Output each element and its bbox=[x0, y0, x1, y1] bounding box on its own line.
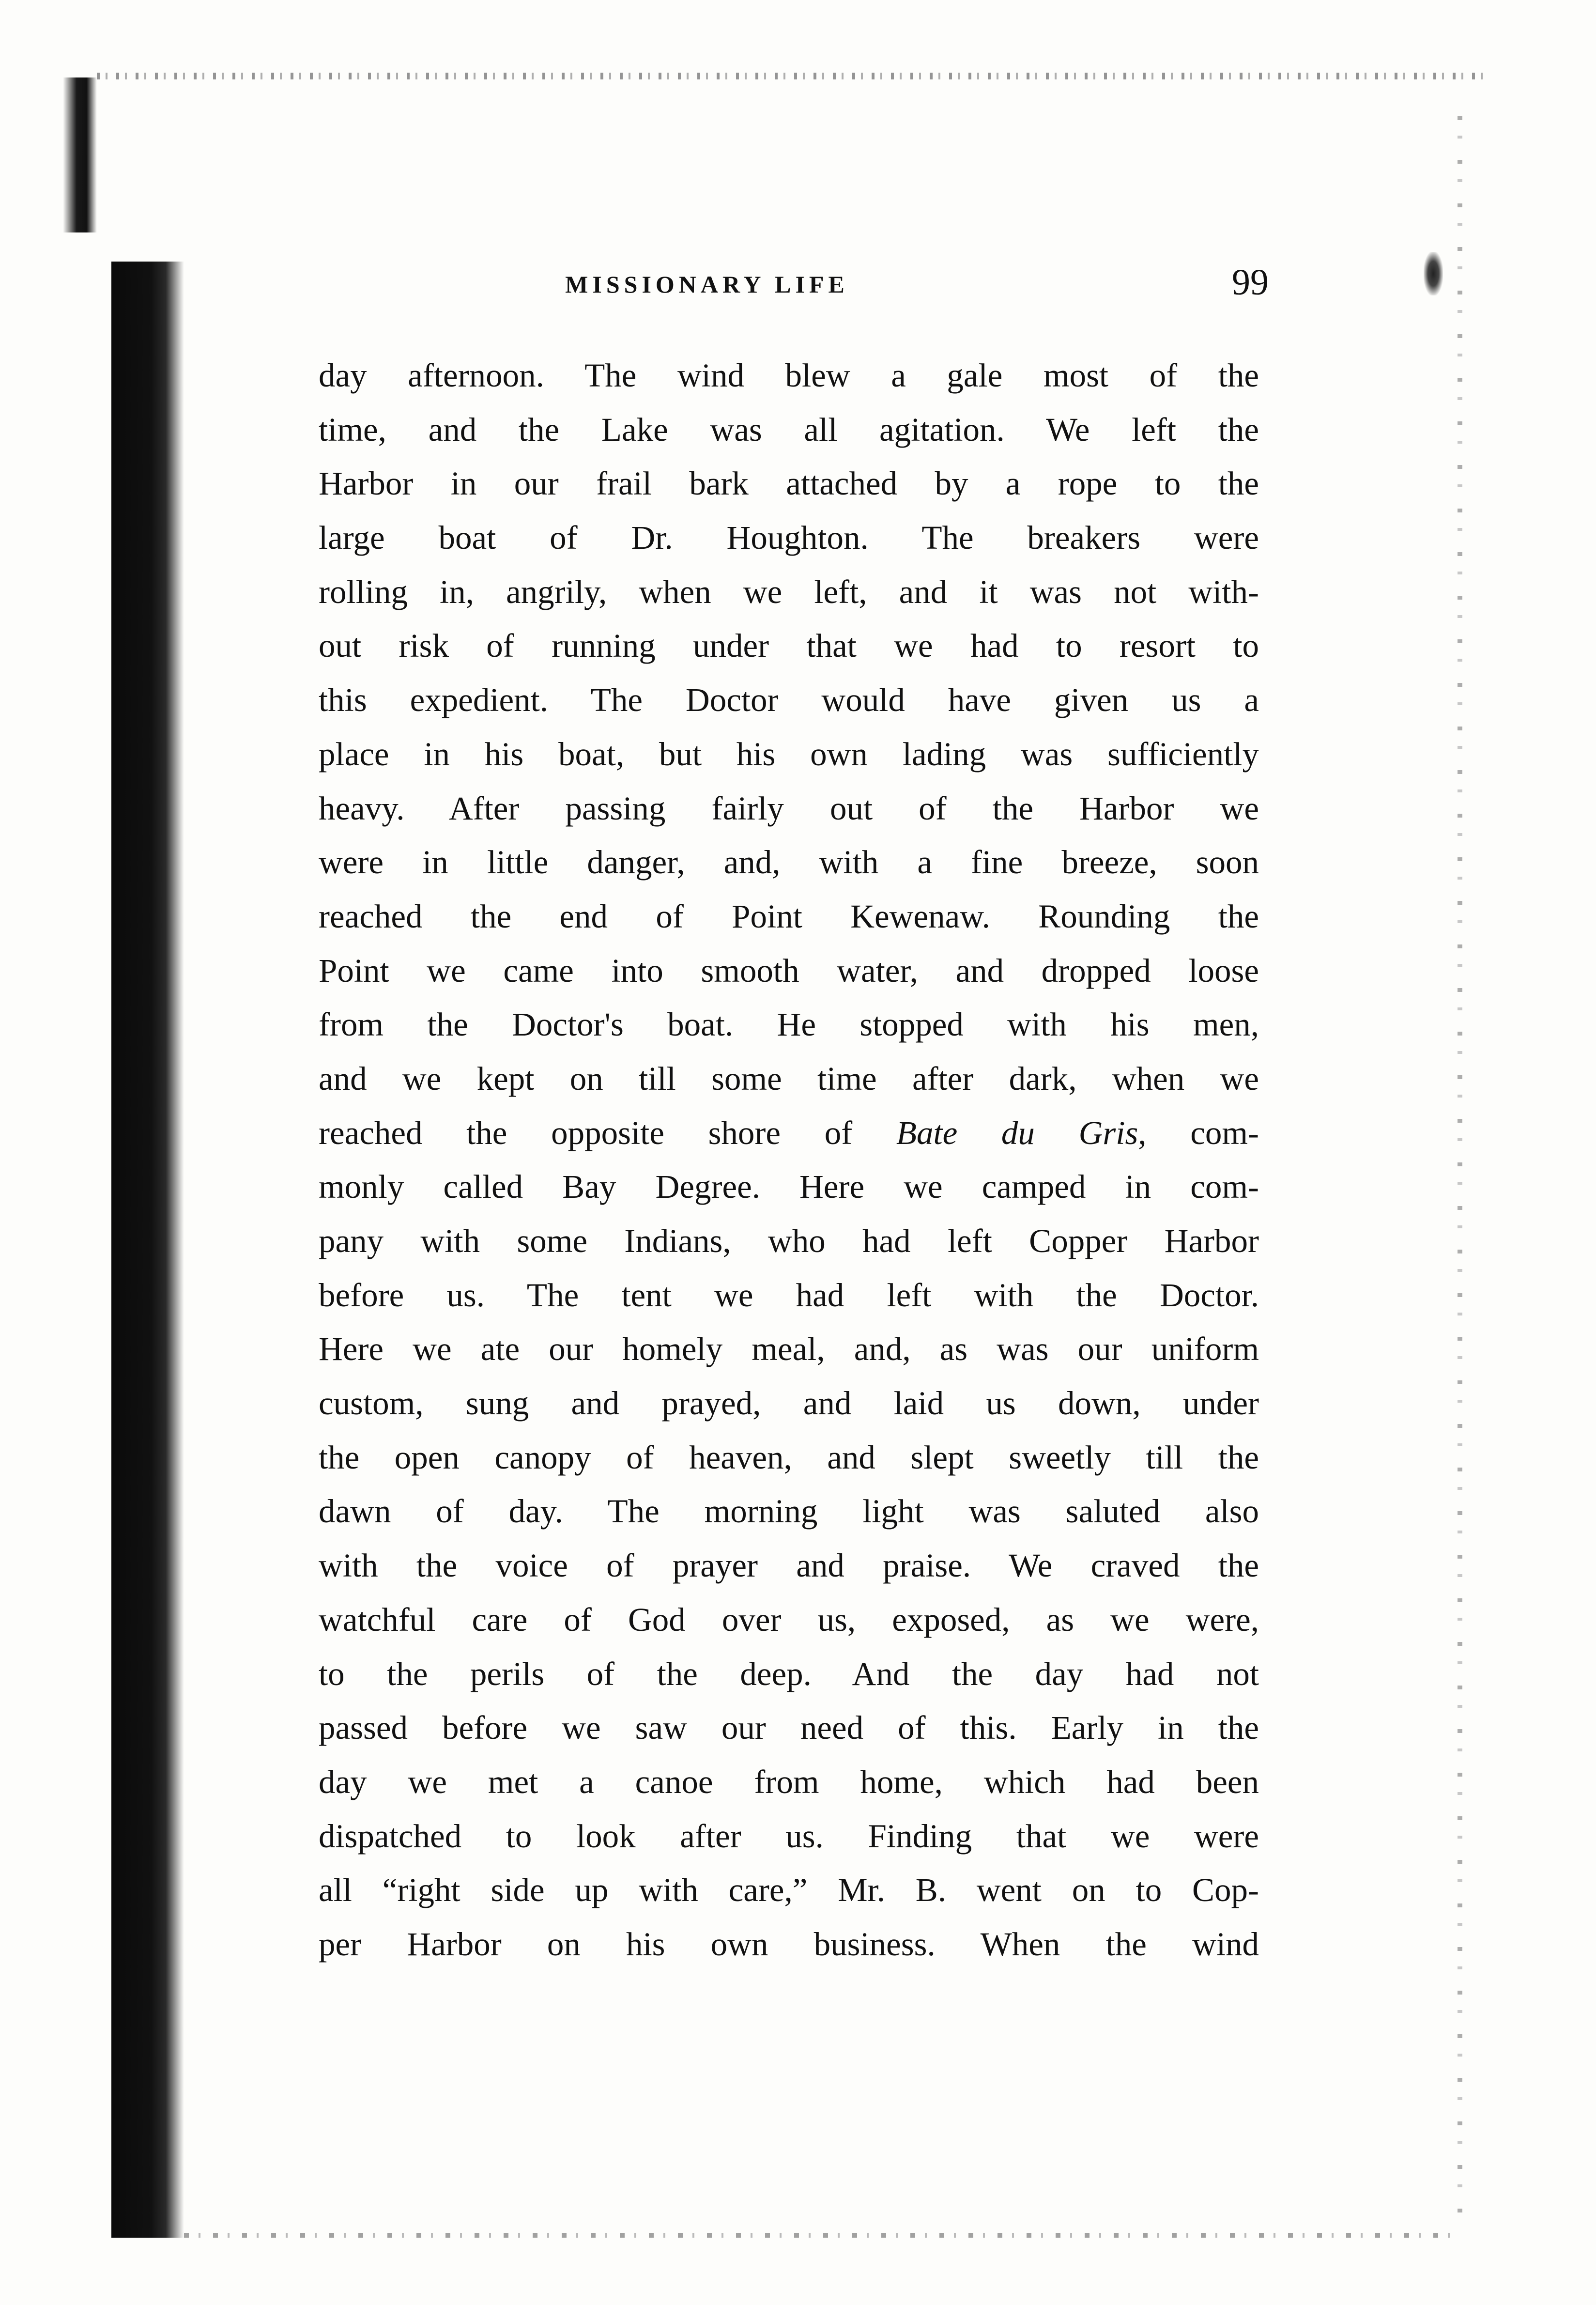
text-line: all “right side up with care,” Mr. B. went on to Cop- bbox=[319, 1872, 1259, 1909]
running-head bbox=[271, 262, 1269, 305]
text-line: dispatched to look after us. Finding that we were bbox=[319, 1817, 1259, 1855]
body-text bbox=[319, 349, 1259, 1972]
text-line: Point we came into smooth water, and dropped loose bbox=[319, 952, 1259, 989]
text-line: monly called Bay Degree. Here we camped in com- bbox=[319, 1168, 1259, 1206]
text-line: time, and the Lake was all agitation. We left the bbox=[319, 411, 1259, 448]
page-bottom-edge bbox=[184, 2233, 1453, 2238]
text-line: heavy. After passing fairly out of the Harbor we bbox=[319, 789, 1259, 827]
text-line: pany with some Indians, who had left Copper Harbor bbox=[319, 1222, 1259, 1259]
text-line: this expedient. The Doctor would have given us a bbox=[319, 681, 1259, 719]
text-line: reached the end of Point Kewenaw. Rounding the bbox=[319, 897, 1259, 935]
place-name-italic: Bate du Gris bbox=[896, 1114, 1138, 1151]
text-line: watchful care of God over us, exposed, as we were, bbox=[319, 1601, 1259, 1638]
text-line: the open canopy of heaven, and slept sweetly till the bbox=[319, 1439, 1259, 1476]
text-line: Here we ate our homely meal, and, as was our uniform bbox=[319, 1330, 1259, 1368]
page-number: 99 bbox=[1232, 262, 1269, 303]
binding-shadow-top bbox=[63, 77, 97, 232]
text-line: from the Doctor's boat. He stopped with his men, bbox=[319, 1006, 1259, 1043]
text-line: and we kept on till some time after dark, when we bbox=[319, 1060, 1259, 1097]
text-line: Harbor in our frail bark attached by a rope to the bbox=[319, 465, 1259, 502]
running-title: MISSIONARY LIFE bbox=[565, 271, 849, 298]
page-right-edge bbox=[1458, 116, 1462, 2228]
text-line: were in little danger, and, with a fine breeze, soon bbox=[319, 844, 1259, 881]
text-line: with the voice of prayer and praise. We craved the bbox=[319, 1547, 1259, 1584]
text-line: place in his boat, but his own lading was sufficiently bbox=[319, 735, 1259, 773]
page-top-edge bbox=[97, 73, 1491, 79]
text-line: day afternoon. The wind blew a gale most of the bbox=[319, 357, 1259, 394]
text-line: dawn of day. The morning light was saluted also bbox=[319, 1493, 1259, 1530]
text-line: out risk of running under that we had to resort to bbox=[319, 627, 1259, 665]
text-line: reached the opposite shore of Bate du Gris, com- bbox=[319, 1114, 1259, 1151]
text-line: large boat of Dr. Houghton. The breakers were bbox=[319, 519, 1259, 557]
text-line: to the perils of the deep. And the day had not bbox=[319, 1655, 1259, 1692]
text-line: custom, sung and prayed, and laid us down, under bbox=[319, 1385, 1259, 1422]
text-line: passed before we saw our need of this. Early in the bbox=[319, 1709, 1259, 1747]
text-line: per Harbor on his own business. When the wind bbox=[319, 1925, 1259, 1963]
margin-smudge bbox=[1424, 252, 1443, 295]
text-line: rolling in, angrily, when we left, and it was not with- bbox=[319, 573, 1259, 610]
text-line: day we met a canoe from home, which had been bbox=[319, 1763, 1259, 1800]
text-line: before us. The tent we had left with the Doctor. bbox=[319, 1276, 1259, 1314]
binding-shadow bbox=[111, 262, 184, 2238]
